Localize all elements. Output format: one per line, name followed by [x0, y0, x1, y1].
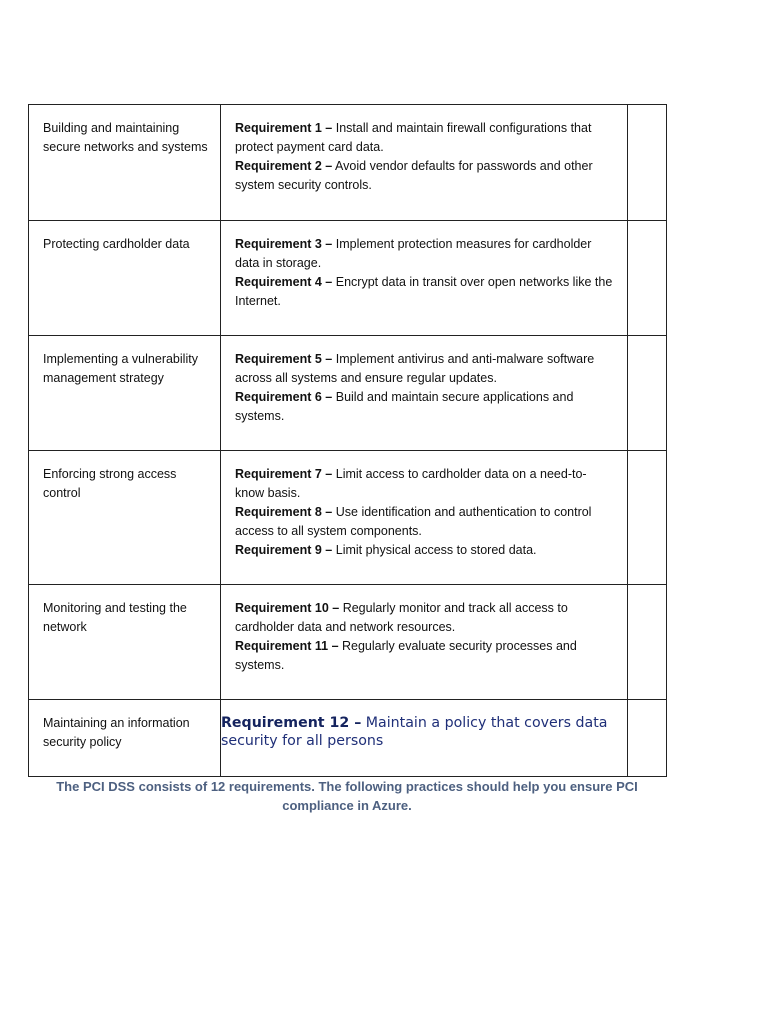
requirements-cell	[221, 585, 628, 700]
table-row	[29, 221, 667, 336]
requirement-label: Requirement 3 –	[235, 237, 333, 251]
goal-cell: Building and maintaining secure networks and systems	[29, 105, 221, 221]
requirement-text: Install and maintain firewall configurations that protect payment card data.	[235, 121, 592, 154]
requirement-item	[235, 637, 615, 675]
empty-cell	[628, 221, 667, 336]
requirements-cell	[221, 221, 628, 336]
requirements-cell	[221, 336, 628, 451]
requirement-label: Requirement 7 –	[235, 467, 333, 481]
requirement-text: Build and maintain secure applications and systems.	[235, 390, 574, 423]
requirement-label: Requirement 6 –	[235, 390, 333, 404]
requirement-item	[235, 235, 615, 273]
table-row	[29, 700, 667, 777]
requirement-text: Implement antivirus and anti-malware software across all systems and ensure regular updates.	[235, 352, 595, 385]
requirement-item	[221, 714, 623, 750]
table-row	[29, 105, 667, 221]
empty-cell	[628, 451, 667, 585]
requirement-label: Requirement 11 –	[235, 639, 339, 653]
requirement-label: Requirement 9 –	[235, 543, 333, 557]
empty-cell	[628, 700, 667, 777]
table-row	[29, 336, 667, 451]
requirement-label: Requirement 5 –	[235, 352, 333, 366]
requirements-cell	[221, 451, 628, 585]
requirement-label: Requirement 1 –	[235, 121, 333, 135]
empty-cell	[628, 105, 667, 221]
requirement-label: Requirement 12 –	[221, 715, 362, 731]
requirement-item	[235, 157, 615, 195]
goal-cell: Protecting cardholder data	[29, 221, 221, 336]
table-caption: The PCI DSS consists of 12 requirements. The following practices should help you ensure PCI compliance in Azure.	[56, 779, 638, 813]
requirements-cell	[221, 105, 628, 221]
empty-cell	[628, 336, 667, 451]
requirement-label: Requirement 10 –	[235, 601, 340, 615]
requirement-item	[235, 388, 615, 426]
requirement-text: Regularly monitor and track all access to cardholder data and network resources.	[235, 601, 568, 634]
requirement-label: Requirement 2 –	[235, 159, 333, 173]
requirement-text: Limit physical access to stored data.	[332, 543, 537, 557]
requirement-item	[235, 599, 615, 637]
pci-requirements-table	[28, 104, 667, 777]
table-row	[29, 451, 667, 585]
goal-cell: Maintaining an information security policy	[29, 700, 221, 777]
goal-cell: Implementing a vulnerability management strategy	[29, 336, 221, 451]
requirement-text: Limit access to cardholder data on a need-to-know basis.	[235, 467, 587, 500]
requirement-item	[235, 541, 615, 560]
requirement-text: Regularly evaluate security processes and systems.	[235, 639, 577, 672]
requirement-text: Maintain a policy that covers data security for all persons	[221, 715, 608, 749]
requirement-text: Avoid vendor defaults for passwords and other system security controls.	[235, 159, 593, 192]
requirement-label: Requirement 8 –	[235, 505, 333, 519]
goal-cell: Enforcing strong access control	[29, 451, 221, 585]
empty-cell	[628, 585, 667, 700]
goal-cell: Monitoring and testing the network	[29, 585, 221, 700]
requirement-text: Use identification and authentication to control access to all system components.	[235, 505, 592, 538]
table-row	[29, 585, 667, 700]
requirements-cell	[221, 700, 628, 777]
requirement-item	[235, 503, 615, 541]
requirement-item	[235, 273, 615, 311]
requirement-text: Implement protection measures for cardholder data in storage.	[235, 237, 592, 270]
requirement-item	[235, 350, 615, 388]
requirement-text: Encrypt data in transit over open networks like the Internet.	[235, 275, 613, 308]
requirement-label: Requirement 4 –	[235, 275, 333, 289]
requirement-item	[235, 465, 615, 503]
requirement-item	[235, 119, 615, 157]
